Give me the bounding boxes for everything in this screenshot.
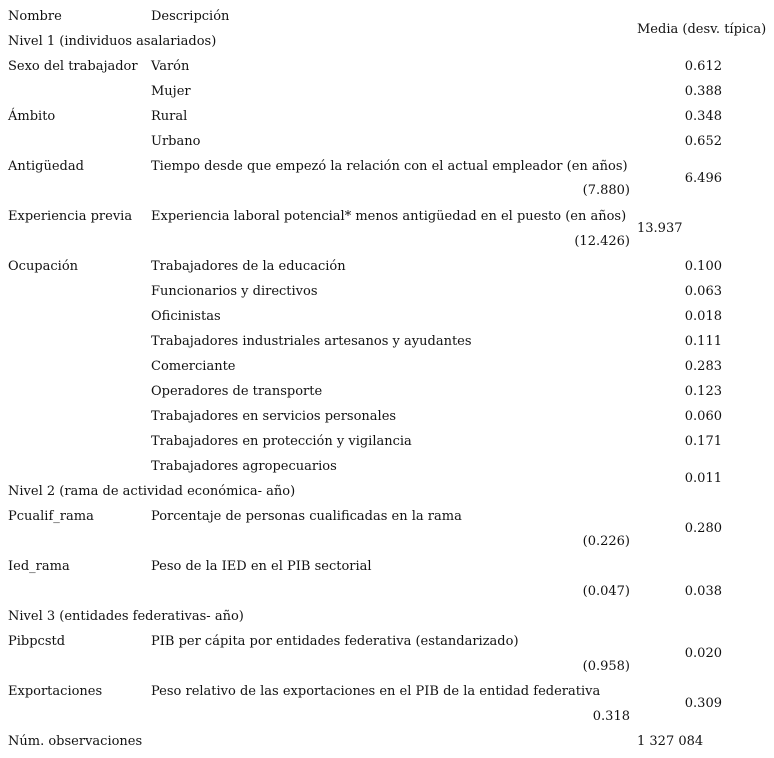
ied-desc: Peso de la IED en el PIB sectorial [151,559,372,574]
pibpc-name: Pibpcstd [8,634,66,649]
pcualif-desc: Porcentaje de personas cualificadas en la rama [151,509,462,524]
ocupacion-desc-2: Oficinistas [151,309,221,324]
sexo-value-1: 0.388 [684,84,722,99]
antiguedad-sd: (7.880) [582,183,630,198]
sexo-value-0: 0.612 [684,59,722,74]
experiencia-desc: Experiencia laboral potencial* menos antigüedad en el puesto (en años) [151,209,627,224]
ocupacion-desc-7: Trabajadores en protección y vigilancia [151,434,412,449]
pibpc-value: 0.020 [684,646,722,661]
ocupacion-value-4: 0.283 [684,359,722,374]
export-desc: Peso relativo de las exportaciones en el PIB de la entidad federativa [151,684,601,699]
export-value: 0.309 [684,696,722,711]
header-descripcion: Descripción [151,9,230,24]
level1-title: Nivel 1 (individuos asalariados) [8,34,217,49]
observaciones-value: 1 327 084 [637,734,704,749]
ocupacion-value-5: 0.123 [684,384,722,399]
antiguedad-value: 6.496 [684,171,722,186]
ocupacion-value-8: 0.011 [684,471,722,486]
pibpc-desc: PIB per cápita por entidades federativa (estandarizado) [151,634,519,649]
experiencia-name: Experiencia previa [8,209,133,224]
ocupacion-value-6: 0.060 [684,409,722,424]
ambito-desc-0: Rural [151,109,188,124]
header-nombre: Nombre [8,9,62,24]
header-media: Media (desv. típica) [637,22,767,37]
pcualif-name: Pcualif_rama [8,509,94,524]
ocupacion-value-2: 0.018 [684,309,722,324]
ocupacion-desc-4: Comerciante [151,359,236,374]
observaciones-name: Núm. observaciones [8,734,143,749]
ambito-name: Ámbito [8,109,56,124]
sexo-name: Sexo del trabajador [8,59,138,74]
experiencia-sd: (12.426) [574,234,630,249]
ied-sd: (0.047) [582,584,630,599]
ambito-value-0: 0.348 [684,109,722,124]
export-name: Exportaciones [8,684,103,699]
export-sd: 0.318 [592,709,630,724]
pcualif-value: 0.280 [684,521,722,536]
ocupacion-desc-6: Trabajadores en servicios personales [151,409,397,424]
antiguedad-name: Antigüedad [8,159,84,174]
ocupacion-value-3: 0.111 [684,334,722,349]
ocupacion-value-7: 0.171 [684,434,722,449]
ambito-desc-1: Urbano [151,134,201,149]
experiencia-value: 13.937 [637,221,683,236]
level2-title: Nivel 2 (rama de actividad económica- año) [8,484,296,499]
ambito-value-1: 0.652 [684,134,722,149]
ocupacion-value-1: 0.063 [684,284,722,299]
ocupacion-desc-1: Funcionarios y directivos [151,284,318,299]
pibpc-sd: (0.958) [582,659,630,674]
antiguedad-desc: Tiempo desde que empezó la relación con el actual empleador (en años) [151,159,628,174]
pcualif-sd: (0.226) [582,534,630,549]
ocupacion-desc-8: Trabajadores agropecuarios [151,459,337,474]
sexo-desc-1: Mujer [151,84,191,99]
ocupacion-desc-5: Operadores de transporte [151,384,323,399]
level3-title: Nivel 3 (entidades federativas- año) [8,609,244,624]
ied-name: Ied_rama [8,559,70,574]
ocupacion-desc-3: Trabajadores industriales artesanos y ayudantes [151,334,472,349]
ocupacion-desc-0: Trabajadores de la educación [151,259,346,274]
sexo-desc-0: Varón [151,59,190,74]
ocupacion-name: Ocupación [8,259,79,274]
ied-value: 0.038 [684,584,722,599]
ocupacion-value-0: 0.100 [684,259,722,274]
